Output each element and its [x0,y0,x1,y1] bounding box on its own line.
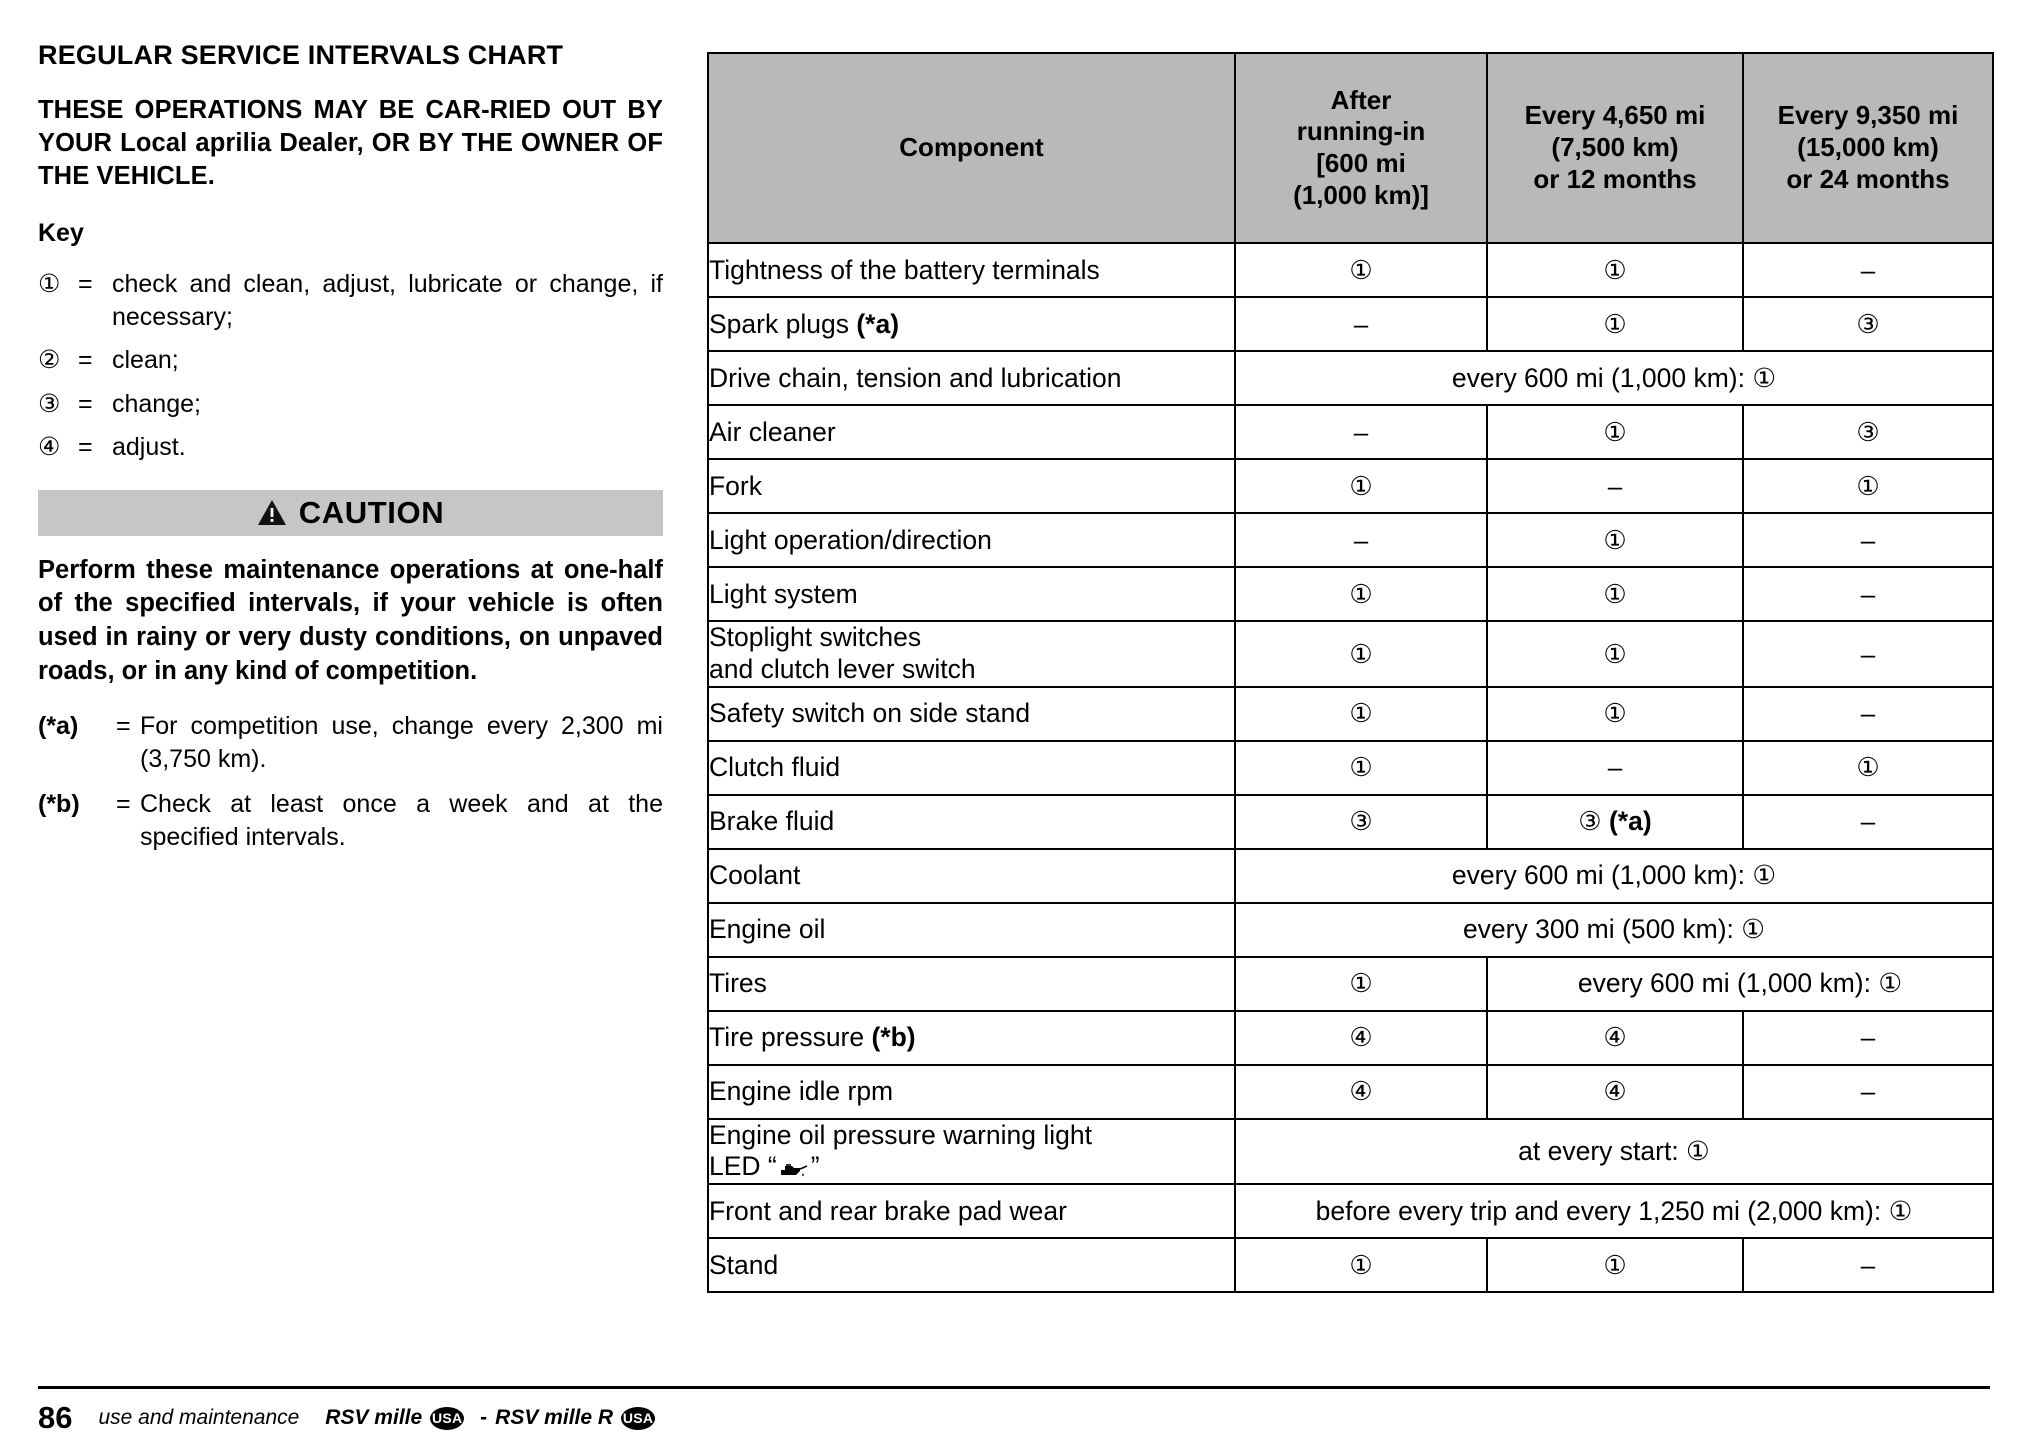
footer-separator: - [480,1406,488,1429]
cell-every-9350: – [1743,567,1993,621]
footnote-a-equals: = [116,712,131,741]
intro-prefix: THESE OPERATIONS MAY BE CAR-RIED OUT BY YOUR Local [38,95,663,157]
cell-after-running-in: ① [1235,459,1487,513]
table-row [708,351,1993,405]
hdr-line: Every 4,650 mi [1524,100,1706,131]
caution-label: CAUTION [298,495,445,531]
cell-every-4650: ① [1487,1238,1743,1292]
cell-component [708,621,1235,687]
key-list [38,268,663,464]
component-line: and clutch lever switch [709,653,976,684]
footer-model-1: RSV mille [325,1406,423,1429]
footnote-b [38,788,663,853]
key-equals: = [78,270,93,299]
key-equals: = [78,433,93,462]
table-row [708,903,1993,957]
column-header-every-4650 [1487,53,1743,243]
cell-every-9350: ③ [1743,297,1993,351]
hdr-line: After [1330,84,1392,115]
table-row [708,459,1993,513]
header-row [708,53,1993,243]
table-row [708,1065,1993,1119]
brand-name: aprilia [195,129,272,157]
cell-after-running-in: ① [1235,741,1487,795]
cell-component: Brake fluid [708,795,1235,849]
cell-component: Drive chain, tension and lubrication [708,351,1235,405]
table-head [708,53,1993,243]
cell-after-running-in: – [1235,513,1487,567]
cell-after-running-in: ① [1235,687,1487,741]
cell-every-9350: ③ [1743,405,1993,459]
key-item [38,268,663,333]
table-row [708,795,1993,849]
table-row [708,297,1993,351]
cell-every-9350: ① [1743,741,1993,795]
key-equals: = [78,389,93,418]
page-footer [38,1400,663,1436]
cell-after-running-in: – [1235,405,1487,459]
cell-every-4650: ① [1487,567,1743,621]
footer-model-2: RSV mille R [495,1406,614,1429]
cell-every-9350: – [1743,687,1993,741]
service-intervals-table-wrapper [707,52,1992,1293]
cell-component: Coolant [708,849,1235,903]
cell-every-4650: ① [1487,297,1743,351]
cell-interval-span: every 600 mi (1,000 km): ① [1235,849,1993,903]
key-symbol-1: ① [38,270,61,299]
cell-every-9350: ① [1743,459,1993,513]
cell-interval-span: every 600 mi (1,000 km): ① [1487,957,1993,1011]
cell-component [708,1119,1235,1185]
caution-banner [38,490,663,536]
key-definition-1: check and clean, adjust, lubricate or change, if necessary; [112,270,663,331]
cell-after-running-in: ① [1235,621,1487,687]
usa-badge-icon-1: USA [430,1407,464,1430]
hdr-line: running-in [1296,116,1426,147]
table-row [708,513,1993,567]
cell-every-9350: – [1743,1065,1993,1119]
component-line: Stoplight switches [709,622,922,652]
footer-divider [38,1386,1990,1389]
key-item [38,388,663,421]
left-column [38,40,663,866]
cell-component: Engine idle rpm [708,1065,1235,1119]
hdr-line: (7,500 km) [1551,132,1679,163]
warning-triangle-icon [257,499,287,526]
table-row [708,1119,1993,1185]
cell-after-running-in: ④ [1235,1065,1487,1119]
cell-component: Engine oil [708,903,1235,957]
cell-interval-span: at every start: ① [1235,1119,1993,1185]
cell-every-9350: – [1743,513,1993,567]
table-row [708,1184,1993,1238]
hdr-line: Every 9,350 mi [1777,100,1959,131]
cell-every-9350: – [1743,1238,1993,1292]
cell-every-9350: – [1743,243,1993,297]
table-row [708,849,1993,903]
cell-component: Spark plugs (*a) [708,297,1235,351]
cell-component: Light system [708,567,1235,621]
cell-after-running-in: ① [1235,567,1487,621]
column-header-every-9350 [1743,53,1993,243]
key-definition-2: clean; [112,346,179,375]
cell-interval-span: every 300 mi (500 km): ① [1235,903,1993,957]
table-row [708,243,1993,297]
footer-doc-type: use and maintenance [98,1406,300,1429]
footnote-a-symbol: (*a) [38,712,79,741]
cell-every-4650: ① [1487,243,1743,297]
table-row [708,1238,1993,1292]
hdr-line: or 24 months [1786,163,1950,194]
cell-component: Stand [708,1238,1235,1292]
component-line: LED “ ” [709,1151,820,1182]
table-row [708,957,1993,1011]
hdr-line: (15,000 km) [1797,132,1939,163]
key-symbol-4: ④ [38,433,61,462]
cell-every-4650: ④ [1487,1065,1743,1119]
component-line: Engine oil pressure warning light [709,1119,1092,1150]
cell-every-9350: – [1743,621,1993,687]
cell-component: Safety switch on side stand [708,687,1235,741]
oil-can-icon [779,1161,809,1178]
footnote-b-symbol: (*b) [38,790,80,819]
cell-after-running-in: ① [1235,243,1487,297]
cell-after-running-in: ④ [1235,1011,1487,1065]
key-symbol-3: ③ [38,389,61,418]
footnote-b-text: Check at least once a week and at the specified intervals. [140,790,663,851]
hdr-line: [600 mi [1316,148,1406,178]
column-header-after-running-in [1235,53,1487,243]
cell-every-4650: ④ [1487,1011,1743,1065]
cell-every-4650: ① [1487,621,1743,687]
table-row [708,687,1993,741]
cell-component: Clutch fluid [708,741,1235,795]
table-row [708,405,1993,459]
table-body [708,243,1993,1292]
footnote-marker: (*b) [871,1022,916,1053]
service-intervals-table [707,52,1994,1293]
table-row [708,621,1993,687]
cell-after-running-in: ① [1235,957,1487,1011]
cell-after-running-in: – [1235,297,1487,351]
cell-every-4650: – [1487,459,1743,513]
column-header-component: Component [708,53,1235,243]
caution-body-text: Perform these maintenance operations at one-half of the specified intervals, if your vehicle is often used in rainy or very dusty conditions, on unpaved roads, or in any kind of competition. [38,555,663,685]
cell-every-4650: ① [1487,687,1743,741]
page-number: 86 [38,1400,73,1435]
cell-interval-span: before every trip and every 1,250 mi (2,000 km): ① [1235,1184,1993,1238]
cell-every-4650: ① [1487,513,1743,567]
key-heading: Key [38,219,84,248]
key-item [38,344,663,377]
cell-component: Tightness of the battery terminals [708,243,1235,297]
cell-after-running-in: ① [1235,1238,1487,1292]
cell-component: Tire pressure (*b) [708,1011,1235,1065]
cell-every-4650: ③ (*a) [1487,795,1743,849]
cell-every-4650: – [1487,741,1743,795]
cell-component: Light operation/direction [708,513,1235,567]
cell-every-9350: – [1743,795,1993,849]
cell-component: Front and rear brake pad wear [708,1184,1235,1238]
table-row [708,1011,1993,1065]
page-title: REGULAR SERVICE INTERVALS CHART [38,40,564,70]
cell-interval-span: every 600 mi (1,000 km): ① [1235,351,1993,405]
hdr-line: (1,000 km)] [1293,179,1429,210]
cell-component: Air cleaner [708,405,1235,459]
key-equals: = [78,346,93,375]
table-row [708,567,1993,621]
key-definition-3: change; [112,389,201,418]
cell-component: Fork [708,459,1235,513]
footnote-b-equals: = [116,790,131,819]
footnote-marker: (*a) [856,308,900,339]
cell-component: Tires [708,957,1235,1011]
usa-badge-icon-2: USA [621,1407,655,1430]
hdr-line: or 12 months [1533,163,1697,194]
footnote-a-text: For competition use, change every 2,300 mi (3,750 km). [140,712,663,773]
key-definition-4: adjust. [112,433,186,462]
intro-paragraph [38,94,663,193]
cell-after-running-in: ③ [1235,795,1487,849]
footnote-a [38,710,663,775]
intro-suffix: Dealer, OR BY THE OWNER OF THE VEHICLE. [38,129,663,191]
key-item [38,431,663,464]
table-row [708,741,1993,795]
cell-every-4650: ① [1487,405,1743,459]
cell-every-9350: – [1743,1011,1993,1065]
key-symbol-2: ② [38,346,61,375]
